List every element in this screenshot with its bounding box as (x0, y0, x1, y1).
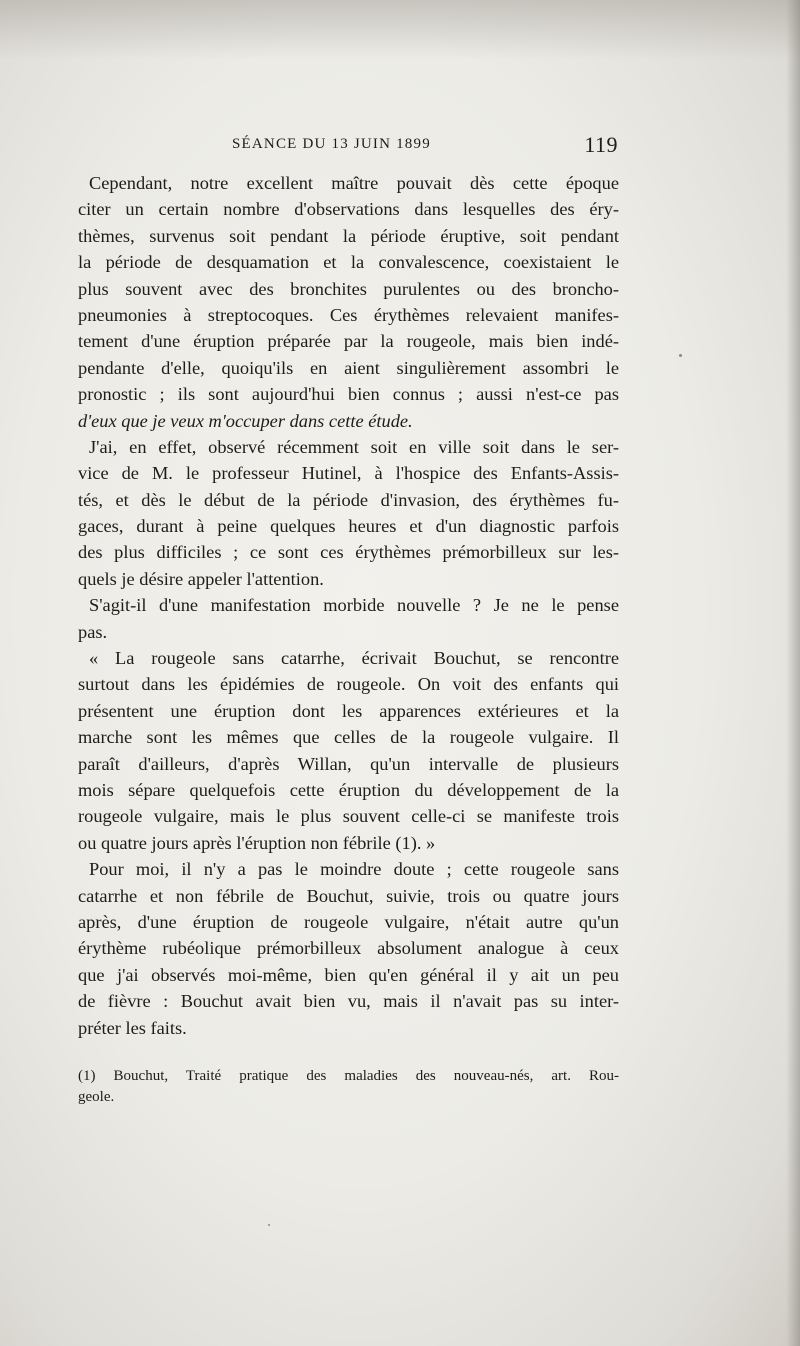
text-line: paraît d'ailleurs, d'après Willan, qu'un intervalle de plusieurs (78, 753, 619, 774)
text-line: ou quatre jours après l'éruption non fébrile (1). » (78, 832, 436, 853)
text-line: érythème rubéolique prémorbilleux absolument analogue à ceux (78, 938, 619, 959)
text-line: quels je désire appeler l'attention. (78, 568, 324, 589)
text-line: gaces, durant à peine quelques heures et d'un diagnostic parfois (78, 516, 619, 537)
text-line: de fièvre : Bouchut avait bien vu, mais il n'avait pas su inter- (78, 991, 619, 1012)
text-line: Cependant, notre excellent maître pouvait dès cette époque (89, 173, 619, 193)
text-line: la période de desquamation et la convalescence, coexistaient le (78, 252, 619, 273)
text-line: mois sépare quelquefois cette éruption du développement de la (78, 779, 619, 800)
text-line: plus souvent avec des bronchites purulentes ou des broncho- (78, 278, 619, 299)
text-line: pneumonies à streptocoques. Ces érythèmes relevaient manifes- (78, 304, 619, 325)
text-line: tés, et dès le début de la période d'invasion, des érythèmes fu- (78, 489, 619, 510)
text-line: préter les faits. (78, 1017, 187, 1038)
page-header (78, 132, 618, 160)
paper-speck (679, 354, 682, 357)
paper-speck (268, 1224, 270, 1226)
text-line: surtout dans les épidémies de rougeole. On voit des enfants qui (78, 674, 619, 695)
text-line: S'agit-il d'une manifestation morbide nouvelle ? Je ne le pense (89, 595, 619, 616)
text-line: catarrhe et non fébrile de Bouchut, suivie, trois ou quatre jours (78, 885, 619, 906)
running-head: SÉANCE DU 13 JUIN 1899 (232, 136, 431, 152)
page-shadow-right (786, 0, 800, 1346)
footnote-line: (1) Bouchut, Traité pratique des maladies des nouveau-nés, art. Rou- (78, 1068, 619, 1084)
text-line-italic: d'eux que je veux m'occuper dans cette étude. (78, 410, 413, 431)
text-line: thèmes, survenus soit pendant la période éruptive, soit pendant (78, 225, 619, 246)
text-line: pendante d'elle, quoiqu'ils en aient singulièrement assombri le (78, 357, 619, 378)
text-line: tement d'une éruption préparée par la rougeole, mais bien indé- (78, 331, 619, 352)
text-line: après, d'une éruption de rougeole vulgaire, n'était autre qu'un (78, 911, 619, 932)
text-line: citer un certain nombre d'observations dans lesquelles des éry- (78, 199, 619, 220)
text-line: marche sont les mêmes que celles de la rougeole vulgaire. Il (78, 727, 619, 748)
text-line: Pour moi, il n'y a pas le moindre doute ; cette rougeole sans (89, 859, 619, 880)
footnote-line: geole. (78, 1089, 115, 1105)
text-line: pronostic ; ils sont aujourd'hui bien connus ; aussi n'est-ce pas (78, 384, 619, 405)
text-line: des plus difficiles ; ce sont ces érythèmes prémorbilleux sur les- (78, 542, 619, 563)
page-shadow-top (0, 0, 800, 60)
body-text (78, 170, 619, 1041)
page-number: 119 (584, 132, 618, 157)
text-line: « La rougeole sans catarrhe, écrivait Bouchut, se rencontre (89, 648, 619, 669)
text-line: que j'ai observés moi-même, bien qu'en général il y ait un peu (78, 964, 619, 985)
text-line: présentent une éruption dont les apparences extérieures et la (78, 700, 619, 721)
footnote (78, 1066, 619, 1108)
text-line: vice de M. le professeur Hutinel, à l'hospice des Enfants-Assis- (78, 463, 619, 484)
text-line: J'ai, en effet, observé récemment soit en ville soit dans le ser- (89, 436, 619, 457)
text-line: pas. (78, 621, 108, 642)
text-line: rougeole vulgaire, mais le plus souvent celle-ci se manifeste trois (78, 806, 619, 827)
